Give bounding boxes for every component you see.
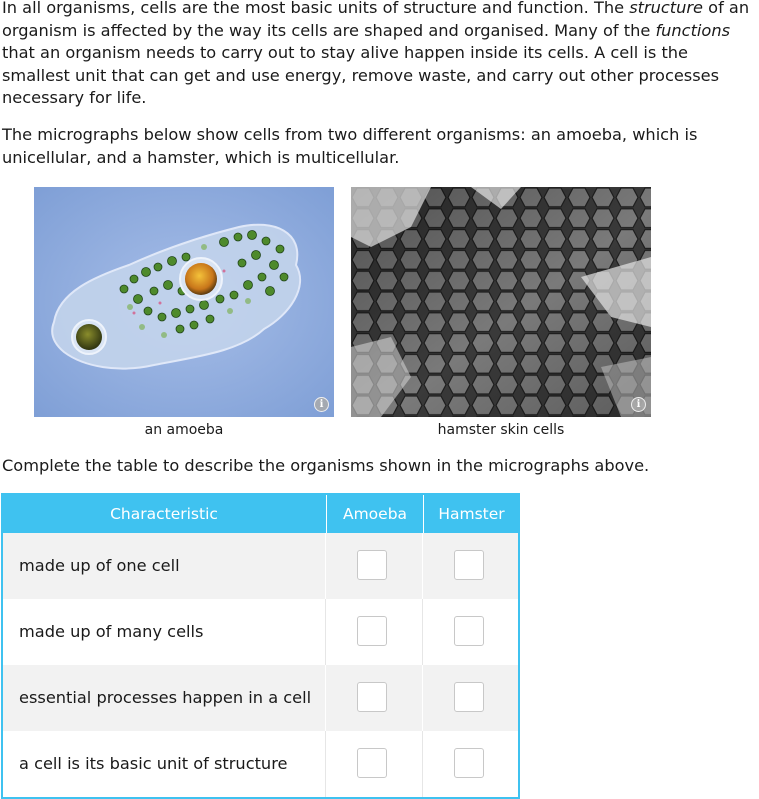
hamster-checkbox[interactable] (454, 682, 484, 712)
header-amoeba: Amoeba (326, 495, 423, 533)
amoeba-image (34, 187, 334, 417)
intro-text-1: In all organisms, cells are the most basic units of structure and function. The (2, 0, 630, 17)
row-label: essential processes happen in a cell (19, 688, 312, 707)
hamster-checkbox[interactable] (454, 748, 484, 778)
table-row (3, 731, 518, 797)
amoeba-checkbox[interactable] (357, 748, 387, 778)
characteristics-table (1, 493, 520, 799)
amoeba-micrograph (34, 187, 334, 417)
hamster-image (351, 187, 651, 417)
amoeba-checkbox[interactable] (357, 682, 387, 712)
row-label: made up of many cells (19, 622, 204, 641)
hamster-checkbox[interactable] (454, 550, 484, 580)
table-row (3, 599, 518, 665)
intro-text-3: that an organism needs to carry out to stay alive happen inside its cells. A cell is the smallest unit that can get and use energy, remove waste, and carry out other processes necessary for life. (2, 43, 720, 107)
header-characteristic: Characteristic (110, 505, 218, 523)
amoeba-checkbox[interactable] (357, 550, 387, 580)
header-hamster: Hamster (423, 495, 519, 533)
micrograph-description: The micrographs below show cells from two different organisms: an amoeba, which is unicellular, and a hamster, which is multicellular. (2, 125, 698, 167)
functions-term: functions (655, 20, 731, 40)
instruction-text: Complete the table to describe the organisms shown in the micrographs above. (2, 456, 650, 475)
table-row (3, 665, 518, 731)
amoeba-info-icon[interactable]: i (314, 397, 329, 412)
row-label: made up of one cell (19, 556, 180, 575)
structure-term: structure (629, 0, 704, 17)
intro-paragraph (2, 0, 759, 110)
hamster-caption: hamster skin cells (437, 422, 565, 438)
hamster-info-icon[interactable]: i (631, 397, 646, 412)
amoeba-checkbox[interactable] (357, 616, 387, 646)
hamster-micrograph (351, 187, 651, 417)
table-header (3, 495, 518, 533)
table-row (3, 533, 518, 599)
hamster-checkbox[interactable] (454, 616, 484, 646)
row-label: a cell is its basic unit of structure (19, 754, 288, 773)
intro-text-2: of an organism is affected by the way its cells are shaped and organised. Many of the (2, 0, 750, 40)
amoeba-caption: an amoeba (144, 422, 224, 438)
